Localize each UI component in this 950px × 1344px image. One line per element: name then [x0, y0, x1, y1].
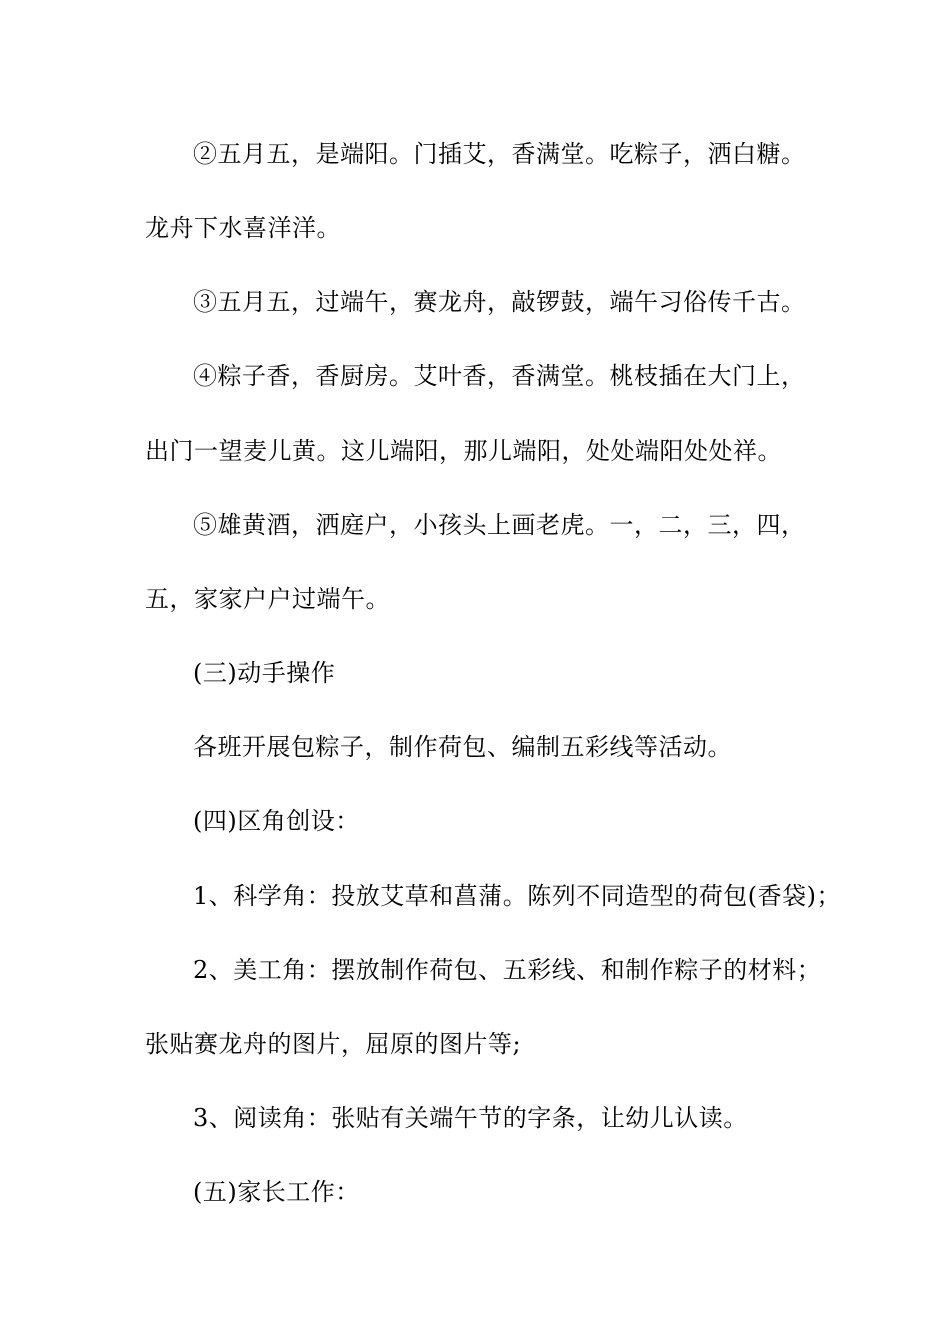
paragraph-line: 3、阅读角：张贴有关端午节的字条，让幼儿认读。	[193, 1104, 748, 1132]
section-heading: (四)区角创设：	[193, 807, 360, 835]
paragraph-line: ②五月五，是端阳。门插艾，香满堂。吃粽子，洒白糖。	[193, 140, 806, 168]
paragraph-line: 出门一望麦儿黄。这儿端阳，那儿端阳，处处端阳处处祥。	[145, 437, 782, 465]
paragraph-line: 五，家家户户过端午。	[145, 585, 390, 613]
paragraph-line: ⑤雄黄酒，洒庭户，小孩头上画老虎。一，二，三，四，	[193, 511, 806, 539]
paragraph-line: ③五月五，过端午，赛龙舟，敲锣鼓，端午习俗传千古。	[193, 288, 806, 316]
paragraph-line: 2、美工角：摆放制作荷包、五彩线、和制作粽子的材料；	[193, 956, 822, 984]
paragraph-line: 各班开展包粽子，制作荷包、编制五彩线等活动。	[193, 733, 732, 761]
section-heading: (三)动手操作	[193, 659, 336, 687]
paragraph-line: 龙舟下水喜洋洋。	[145, 214, 341, 242]
paragraph-line: 张贴赛龙舟的图片，屈原的图片等;	[145, 1030, 522, 1058]
paragraph-line: ④粽子香，香厨房。艾叶香，香满堂。桃枝插在大门上，	[193, 362, 806, 390]
section-heading: (五)家长工作：	[193, 1178, 360, 1206]
paragraph-line: 1、科学角：投放艾草和菖蒲。陈列不同造型的荷包(香袋)；	[193, 882, 841, 910]
